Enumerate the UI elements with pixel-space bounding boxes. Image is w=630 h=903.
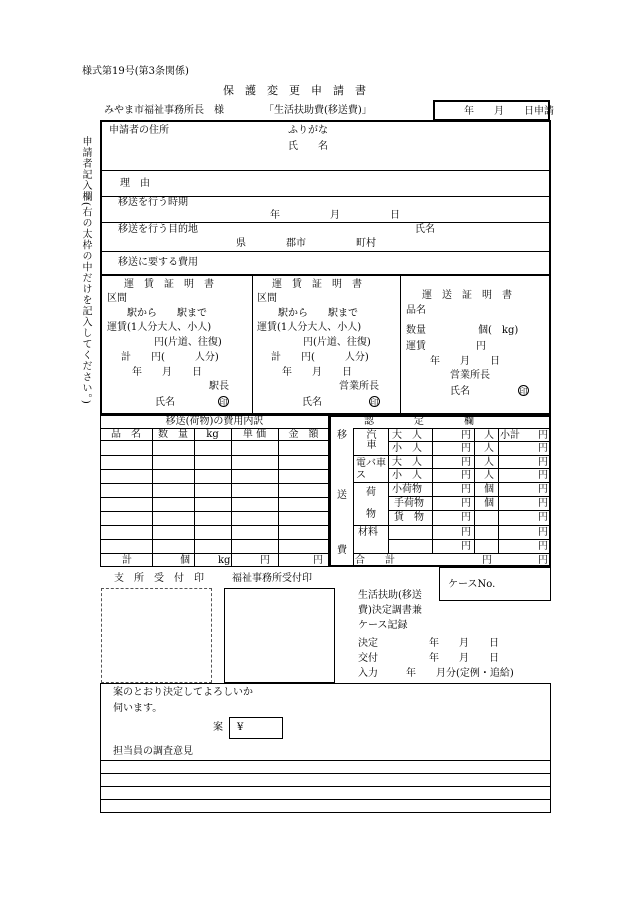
subject: 「生活扶助費(移送費)」 [264, 105, 372, 116]
bus-child: 小 人 [392, 470, 422, 481]
st-yen-8: 円 [538, 527, 548, 538]
yen-3: 円 [461, 457, 471, 468]
person-4: 人 [484, 470, 494, 481]
yen-4: 円 [461, 470, 471, 481]
decide-date: 年 月 日 [429, 638, 499, 649]
subtotal-label: 小計 [500, 430, 520, 441]
fare1-fare: 運賃(1人分大人、小人) [107, 322, 212, 333]
issue-date: 年 月 日 [429, 653, 499, 664]
cargo-label-2: 物 [366, 509, 376, 520]
total-kg: kg [218, 555, 231, 566]
fare1-from-to: 駅から 駅まで [127, 308, 207, 319]
period-date: 年 月 日 [270, 210, 400, 221]
small-cargo: 小荷物 [392, 484, 422, 495]
case-doc-line2: 費)決定調書兼 [358, 605, 422, 616]
total-unit-yen: 円 [260, 555, 270, 566]
fare3-office: 営業所長 [450, 370, 490, 381]
fare2-total: 計 円( 人分) [271, 352, 369, 363]
move-char: 移 [337, 430, 347, 441]
branch-stamp-area [101, 588, 212, 683]
total-amount-yen: 円 [313, 555, 323, 566]
fare2-fare: 運賃(1人分大人、小人) [257, 322, 362, 333]
date-applied: 年 月 日申請 [464, 106, 554, 117]
fare3-name: 氏名 [450, 386, 470, 397]
fare3-yen: 円 [476, 341, 486, 352]
yen-2: 円 [461, 443, 471, 454]
fare3-seal: 印 [519, 387, 528, 396]
case-doc-line1: 生活扶助(移送 [358, 590, 422, 601]
st-yen-2: 円 [538, 443, 548, 454]
proposal-yen: ¥ [237, 722, 244, 733]
fare3-date: 年 月 日 [430, 356, 500, 367]
fare1-seal: 印 [219, 398, 228, 407]
total-label: 計 [122, 555, 132, 566]
fare1-station: 駅長 [209, 381, 229, 392]
applicant-address-label: 申請者の住所 [109, 125, 169, 136]
train-adult: 大 人 [392, 430, 422, 441]
yen-1: 円 [461, 430, 471, 441]
fare1-date: 年 月 日 [132, 367, 202, 378]
form-number: 様式第19号(第3条関係) [82, 66, 189, 77]
st-yen-7: 円 [538, 512, 548, 523]
page-title: 保 護 変 更 申 請 書 [223, 84, 366, 97]
cost-char: 費 [337, 545, 347, 556]
decide-label: 決定 [358, 638, 378, 649]
fare3-qty-unit: 個( kg) [478, 325, 519, 336]
destination-label: 移送を行う目的地 [118, 224, 198, 235]
cost-label: 移送に要する費用 [118, 257, 198, 268]
input-date: 年 月分(定例・追給) [406, 668, 514, 679]
opinion-label: 担当員の調査意見 [113, 746, 193, 757]
furigana-label: ふりがな [288, 125, 328, 136]
st-yen-6: 円 [538, 498, 548, 509]
proposal-an: 案 [213, 722, 223, 733]
person-1: 人 [484, 430, 494, 441]
train-label: 汽車 [364, 429, 375, 449]
yen-6: 円 [461, 498, 471, 509]
cargo-label-1: 荷 [366, 487, 376, 498]
freight: 貨 物 [394, 512, 424, 523]
col-item: 品 名 [111, 429, 141, 440]
proposal-line2: 伺います。 [113, 703, 163, 714]
fare1-name: 氏名 [155, 397, 175, 408]
yen-8: 円 [461, 527, 471, 538]
fare2-name: 氏名 [302, 397, 322, 408]
addressee: みやま市福祉事務所長 様 [104, 105, 224, 116]
hand-cargo: 手荷物 [394, 498, 424, 509]
fare3-fare: 運賃 [406, 341, 426, 352]
office-stamp-area [224, 588, 335, 683]
applicant-name-label: 氏 名 [288, 141, 328, 152]
destination-region: 県 郡市 町村 [236, 238, 376, 249]
col-kg: kg [206, 429, 219, 440]
fare3-title: 運 送 証 明 書 [422, 290, 512, 301]
fare2-seal: 印 [370, 398, 379, 407]
sum-yen-1: 円 [482, 555, 492, 566]
sum-yen-2: 円 [538, 555, 548, 566]
branch-stamp-label: 支 所 受 付 印 [114, 573, 204, 584]
piece-1: 個 [484, 484, 494, 495]
fare1-trip: 円(片道、往復) [154, 337, 222, 348]
yen-7: 円 [461, 512, 471, 523]
fare2-date: 年 月 日 [282, 367, 352, 378]
person-2: 人 [484, 443, 494, 454]
fare1-title: 運 賃 証 明 書 [124, 279, 214, 290]
bus-adult: 大 人 [392, 457, 422, 468]
case-doc-line3: ケース記録 [358, 620, 408, 631]
fare3-qty: 数量 [406, 325, 426, 336]
cost-table-title: 移送(荷物)の費用内訳 [165, 416, 264, 427]
office-stamp-label: 福祉事務所受付印 [232, 573, 312, 584]
fare2-trip: 円(片道、往復) [303, 337, 371, 348]
destination-name-label: 氏名 [415, 224, 435, 235]
total-pieces: 個 [180, 555, 190, 566]
yen-5: 円 [461, 484, 471, 495]
st-yen-5: 円 [538, 484, 548, 495]
st-yen-1: 円 [538, 430, 548, 441]
st-yen-3: 円 [538, 457, 548, 468]
person-3: 人 [484, 457, 494, 468]
fare1-section: 区間 [107, 293, 127, 304]
fare2-section: 区間 [257, 293, 277, 304]
bus-label: 電バ車ス [356, 458, 386, 481]
sum-label: 合 計 [355, 555, 395, 566]
proposal-line1: 案のとおり決定してよろしいか [113, 687, 253, 698]
fare2-office: 営業所長 [339, 381, 379, 392]
col-qty: 数 量 [158, 429, 188, 440]
col-amount: 金 額 [288, 429, 319, 440]
decision-title: 認 定 欄 [364, 416, 474, 427]
train-child: 小 人 [392, 443, 422, 454]
issue-label: 交付 [358, 653, 378, 664]
fare2-title: 運 賃 証 明 書 [272, 279, 362, 290]
input-label: 入力 [358, 668, 378, 679]
piece-2: 個 [484, 498, 494, 509]
fare2-from-to: 駅から 駅まで [278, 308, 358, 319]
send-char: 送 [337, 490, 347, 501]
side-label: 申請者記入欄(右の太枠の中だけを記入してください。) [80, 136, 91, 405]
reason-label: 理 由 [120, 178, 150, 189]
period-label: 移送を行う時期 [118, 197, 188, 208]
fare3-item: 品名 [406, 305, 426, 316]
material-label: 材料 [358, 527, 378, 538]
col-unit-price: 単 価 [242, 429, 267, 440]
fare1-total: 計 円( 人分) [121, 352, 219, 363]
st-yen-9: 円 [538, 541, 548, 552]
case-no-label: ケースNo. [448, 579, 496, 590]
st-yen-4: 円 [538, 470, 548, 481]
yen-9: 円 [461, 541, 471, 552]
